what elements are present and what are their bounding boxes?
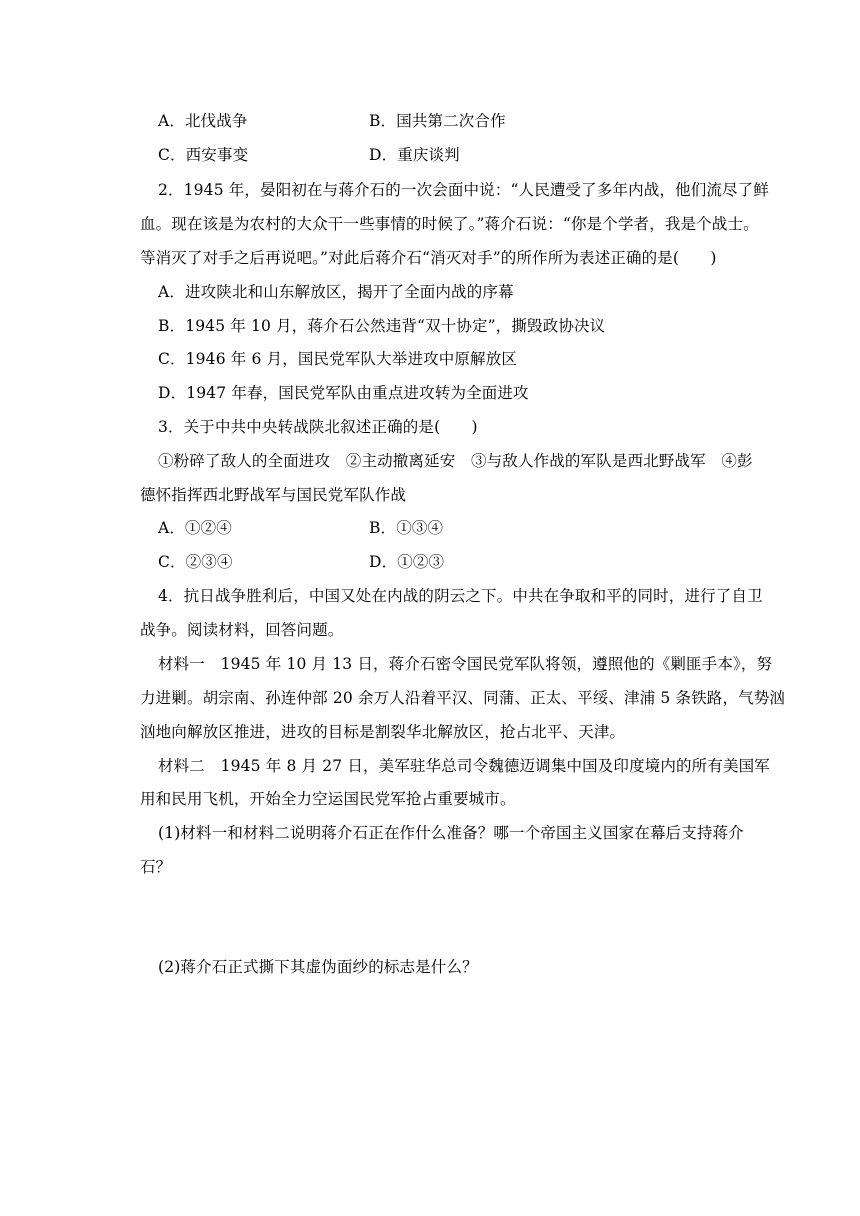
q4-material-1-line-3: 汹地向解放区推进，进攻的目标是割裂华北解放区，抢占北平、天津。 [140, 723, 626, 741]
q4-subquestion-1-line-2: 石？ [140, 858, 172, 876]
q3-items-line-1: ①粉碎了敌人的全面进攻 ②主动撤离延安 ③与敌人作战的军队是西北野战军 ④彭 [158, 452, 753, 470]
q4-material-2-line-2: 用和民用飞机，开始全力空运国民党军抢占重要城市。 [140, 790, 516, 808]
q1-option-a: A．北伐战争 [158, 112, 248, 130]
q1-option-d: D．重庆谈判 [369, 146, 460, 164]
q3-option-a: A．①②④ [158, 519, 232, 537]
q4-material-2-line-1: 材料二 1945 年 8 月 27 日，美军驻华总司令魏德迈调集中国及印度境内的所有美国军 [158, 757, 770, 775]
q3-stem: 3．关于中共中央转战陕北叙述正确的是( ) [158, 418, 478, 436]
q2-stem-line-2: 血。现在该是为农村的大众干一些事情的时候了。”蒋介石说：“你是个学者，我是个战士。 [140, 215, 759, 233]
q3-items-line-2: 德怀指挥西北野战军与国民党军队作战 [140, 486, 407, 504]
q1-option-b: B．国共第二次合作 [369, 112, 506, 130]
q4-material-1-line-1: 材料一 1945 年 10 月 13 日，蒋介石密令国民党军队将领，遵照他的《剿匪手本》，努 [158, 655, 773, 673]
q1-option-c: C．西安事变 [158, 146, 249, 164]
q3-option-b: B．①③④ [369, 519, 444, 537]
q2-option-b: B．1945 年 10 月，蒋介石公然违背“双十协定”，撕毁政协决议 [158, 317, 606, 335]
q3-option-c: C．②③④ [158, 553, 233, 571]
q4-stem-line-1: 4．抗日战争胜利后，中国又处在内战的阴云之下。中共在争取和平的同时，进行了自卫 [158, 587, 763, 605]
q2-option-c: C．1946 年 6 月，国民党军队大举进攻中原解放区 [158, 350, 517, 368]
q2-option-a: A．进攻陕北和山东解放区，揭开了全面内战的序幕 [158, 283, 514, 301]
q3-option-d: D．①②③ [369, 553, 445, 571]
q4-material-1-line-2: 力进剿。胡宗南、孙连仲部 20 余万人沿着平汉、同蒲、正太、平绥、津浦 5 条铁路，气势汹 [140, 689, 786, 707]
q2-option-d: D．1947 年春，国民党军队由重点进攻转为全面进攻 [158, 384, 529, 402]
q4-subquestion-2: (2)蒋介石正式撕下其虚伪面纱的标志是什么？ [158, 958, 478, 976]
q4-stem-line-2: 战争。阅读材料，回答问题。 [140, 621, 344, 639]
q4-subquestion-1-line-1: (1)材料一和材料二说明蒋介石正在作什么准备？哪一个帝国主义国家在幕后支持蒋介 [158, 824, 744, 842]
q2-stem-line-1: 2．1945 年，晏阳初在与蒋介石的一次会面中说：“人民遭受了多年内战，他们流尽了鲜 [158, 181, 769, 199]
q2-stem-line-3: 等消灭了对手之后再说吧。”对此后蒋介石“消灭对手”的所作所为表述正确的是( ) [140, 249, 717, 267]
